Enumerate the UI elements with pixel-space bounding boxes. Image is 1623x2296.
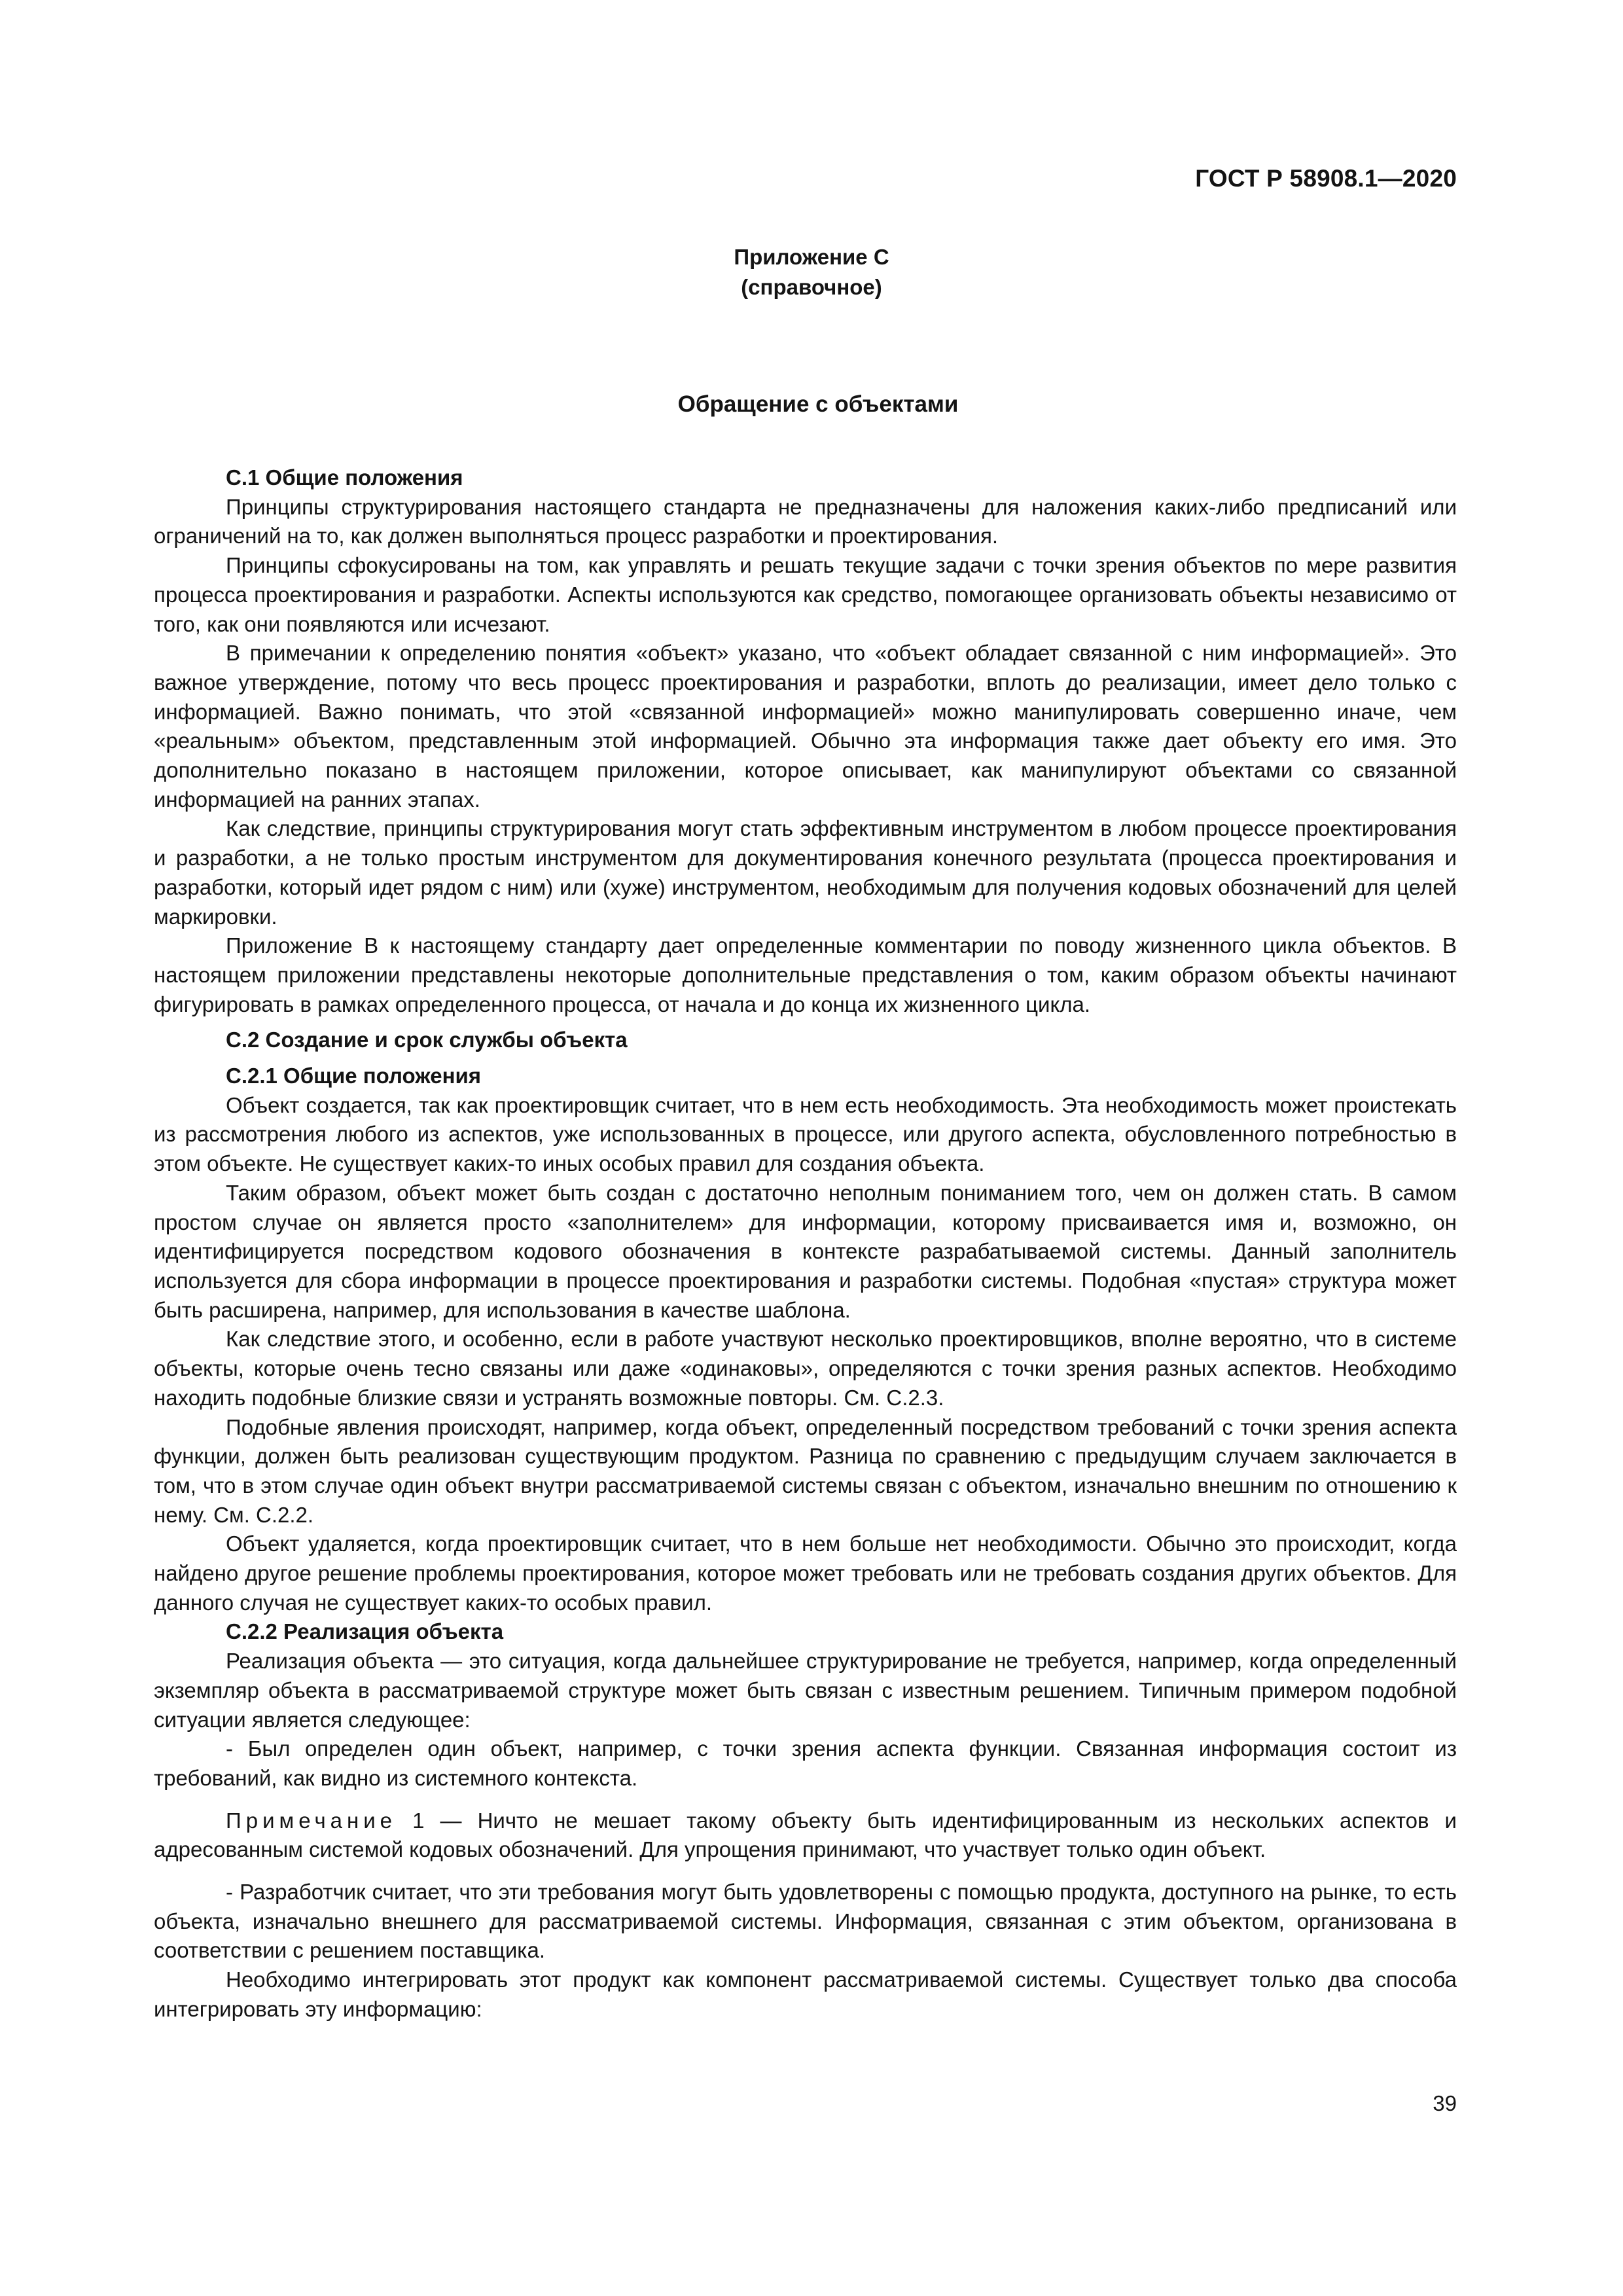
document-code: ГОСТ Р 58908.1—2020 — [1195, 165, 1457, 192]
annex-header — [0, 242, 1623, 302]
section-heading-c1: С.1 Общие положения — [226, 465, 463, 490]
annex-title: Приложение С — [734, 245, 889, 269]
paragraph: Необходимо интегрировать этот продукт как компонент рассматриваемой системы. Существует только два способа интегрировать эту информацию: — [154, 1967, 1457, 2021]
paragraph: Как следствие этого, и особенно, если в работе участвуют несколько проектировщиков, вполне вероятно, что в системе объекты, которые очень тесно связаны или даже «одинаковы», определяются с точки зрения разных аспектов. Необходимо находить подобные близкие связи и устранять возможные повторы. См. С.2.3. — [154, 1327, 1457, 1410]
paragraph: Объект удаляется, когда проектировщик считает, что в нем больше нет необходимости. Обычно это происходит, когда найдено другое решение проблемы проектирования, которое может требовать или не требовать создания других объектов. Для данного случая не существует каких-то особых правил. — [154, 1532, 1457, 1615]
paragraph: Подобные явления происходят, например, когда объект, определенный посредством требований с точки зрения аспекта функции, должен быть реализован существующим продуктом. Разница по сравнению с предыдущим случаем заключается в том, что в этом случае один объект внутри рассматриваемой системы связан с объектом, изначально внешним по отношению к нему. См. С.2.2. — [154, 1414, 1457, 1527]
dash-item: - Разработчик считает, что эти требования могут быть удовлетворены с помощью продукта, доступного на рынке, то есть объекта, изначально внешнего для рассматриваемой системы. Информация, связанная с этим объектом, организована в соответствии с решением поставщика. — [154, 1880, 1457, 1963]
annex-subtitle: (справочное) — [741, 275, 882, 299]
subsection-heading-c21: С.2.1 Общие положения — [226, 1064, 482, 1088]
paragraph: Принципы сфокусированы на том, как управлять и решать текущие задачи с точки зрения объектов по мере развития процесса проектирования и разработки. Аспекты используются как средство, помогающее организовать объекты независимо от того, как они появляются или исчезают. — [154, 553, 1457, 636]
paragraph: Принципы структурирования настоящего стандарта не предназначены для наложения каких-либо предписаний или ограничений на то, как должен выполняться процесс разработки и проектирования. — [154, 494, 1457, 548]
note — [154, 1806, 1457, 1865]
page-number: 39 — [1433, 2091, 1457, 2115]
note-text: 1 — Ничто не мешает такому объекту быть идентифицированным из нескольких аспектов и адресованным системой кодовых обозначений. Для упрощения принимают, что участвует только один объект. — [154, 1808, 1457, 1862]
document-body — [154, 463, 1457, 2024]
paragraph: Как следствие, принципы структурирования могут стать эффективным инструментом в любом процессе проектирования и разработки, а не только простым инструментом для документирования конечного результата (процесса проектирования и разработки, который идет рядом с ним) или (хуже) инструментом, необходимым для получения кодовых обозначений для целей маркировки. — [154, 816, 1457, 929]
annex-name: Обращение с объектами — [677, 391, 959, 417]
section-heading-c2: С.2 Создание и срок службы объекта — [226, 1028, 628, 1052]
subsection-heading-c22: С.2.2 Реализация объекта — [226, 1619, 504, 1644]
paragraph: Реализация объекта — это ситуация, когда дальнейшее структурирование не требуется, например, когда определенный экземпляр объекта в рассматриваемой структуре может быть связан с известным решением. Типичным примером подобной ситуации является следующее: — [154, 1649, 1457, 1732]
paragraph: Объект создается, так как проектировщик считает, что в нем есть необходимость. Эта необходимость может проистекать из рассмотрения любого из аспектов, уже использованных в процессе, или другого аспекта, обусловленного потребностью в этом объекте. Не существует каких-то иных особых правил для создания объекта. — [154, 1092, 1457, 1176]
dash-item: - Был определен один объект, например, с точки зрения аспекта функции. Связанная информация состоит из требований, как видно из системного контекста. — [154, 1736, 1457, 1790]
paragraph: В примечании к определению понятия «объект» указано, что «объект обладает связанной с ним информацией». Это важное утверждение, потому что весь процесс проектирования и разработки, вплоть до реализации, имеет дело только с информацией. Важно понимать, что этой «связанной информацией» можно манипулировать совершенно иначе, чем «реальным» объектом, представленным этой информацией. Обычно эта информация также дает объекту его имя. Это дополнительно показано в настоящем приложении, которое описывает, как манипулируют объектами со связанной информацией на ранних этапах. — [154, 641, 1457, 812]
paragraph: Приложение В к настоящему стандарту дает определенные комментарии по поводу жизненного цикла объектов. В настоящем приложении представлены некоторые дополнительные представления о том, каким образом объекты начинают фигурировать в рамках определенного процесса, от начала и до конца их жизненного цикла. — [154, 933, 1457, 1016]
note-label: Примечание — [226, 1808, 397, 1833]
paragraph: Таким образом, объект может быть создан с достаточно неполным пониманием того, чем он должен стать. В самом простом случае он является просто «заполнителем» для информации, которому присваивается имя и, возможно, он идентифицируется посредством кодового обозначения в контексте разрабатываемой системы. Данный заполнитель используется для сбора информации в процессе проектирования и разработки системы. Подобная «пустая» структура может быть расширена, например, для использования в качестве шаблона. — [154, 1180, 1457, 1322]
